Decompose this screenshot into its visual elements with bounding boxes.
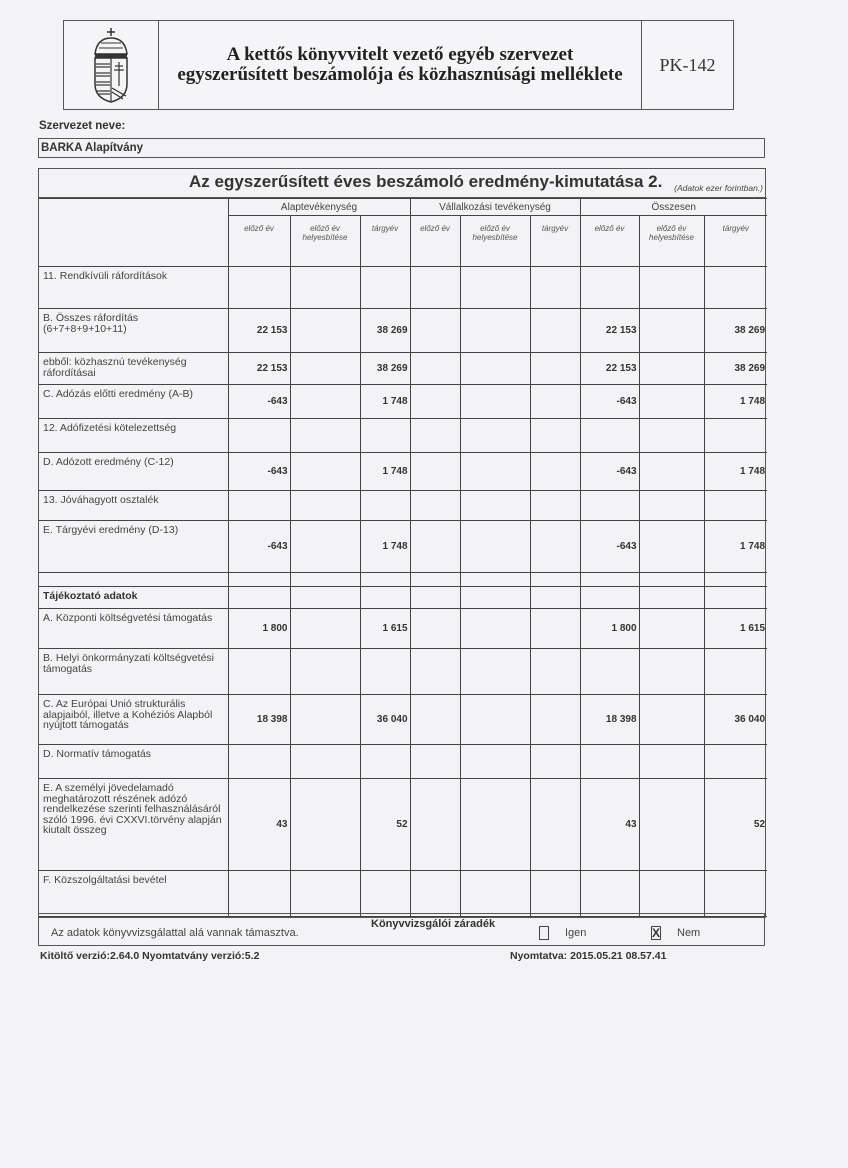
value-cell xyxy=(639,353,704,385)
value-cell: 18 398 xyxy=(580,695,639,745)
value-cell xyxy=(290,609,360,649)
table-row xyxy=(39,779,767,871)
value-cell: 22 153 xyxy=(228,309,290,353)
value-cell xyxy=(580,649,639,695)
value-cell xyxy=(639,695,704,745)
value-cell xyxy=(290,695,360,745)
value-cell xyxy=(290,453,360,491)
spacer-cell xyxy=(580,573,639,587)
row-label: C. Az Európai Unió strukturális alapjaiból, illetve a Kohéziós Alapból nyújtott támogatás xyxy=(39,695,228,745)
value-cell xyxy=(639,491,704,521)
row-label: E. Tárgyévi eredmény (D-13) xyxy=(39,521,228,573)
value-cell xyxy=(639,649,704,695)
value-cell xyxy=(360,649,410,695)
organization-label: Szervezet neve: xyxy=(39,120,126,132)
header-blank-cell xyxy=(39,199,228,267)
empty-cell xyxy=(228,587,290,609)
value-cell xyxy=(460,267,530,309)
version-info: Kitöltő verzió:2.64.0 Nyomtatvány verzió:5.2 xyxy=(40,950,260,962)
value-cell xyxy=(460,779,530,871)
value-cell: 1 615 xyxy=(704,609,767,649)
value-cell: -643 xyxy=(228,385,290,419)
value-cell xyxy=(580,419,639,453)
value-cell: 38 269 xyxy=(360,309,410,353)
row-label: ebből: közhasznú tevékenység ráfordításai xyxy=(39,353,228,385)
value-cell: 38 269 xyxy=(704,309,767,353)
value-cell xyxy=(460,453,530,491)
row-label: 12. Adófizetési kötelezettség xyxy=(39,419,228,453)
value-cell xyxy=(704,419,767,453)
value-cell xyxy=(228,649,290,695)
value-cell xyxy=(460,745,530,779)
value-cell xyxy=(410,309,460,353)
value-cell: 43 xyxy=(228,779,290,871)
value-cell xyxy=(410,353,460,385)
table-row xyxy=(39,385,767,419)
value-cell xyxy=(290,745,360,779)
value-cell xyxy=(530,353,580,385)
value-cell xyxy=(639,521,704,573)
empty-cell xyxy=(530,587,580,609)
value-cell xyxy=(704,491,767,521)
value-cell: 1 800 xyxy=(228,609,290,649)
row-label: C. Adózás előtti eredmény (A-B) xyxy=(39,385,228,419)
audit-clause-box xyxy=(38,913,765,946)
value-cell: 38 269 xyxy=(360,353,410,385)
value-cell: 36 040 xyxy=(704,695,767,745)
spacer-cell xyxy=(639,573,704,587)
value-cell xyxy=(360,491,410,521)
empty-cell xyxy=(360,587,410,609)
value-cell xyxy=(530,491,580,521)
value-cell xyxy=(228,419,290,453)
statement-grid xyxy=(39,198,767,917)
audit-yes-label: Igen xyxy=(565,927,587,939)
value-cell xyxy=(360,871,410,917)
value-cell xyxy=(410,521,460,573)
value-cell xyxy=(639,745,704,779)
value-cell xyxy=(410,609,460,649)
form-header xyxy=(63,20,734,110)
value-cell: 22 153 xyxy=(580,353,639,385)
value-cell xyxy=(410,695,460,745)
value-cell xyxy=(530,521,580,573)
row-label: 11. Rendkívüli ráfordítások xyxy=(39,267,228,309)
value-cell xyxy=(530,609,580,649)
value-cell xyxy=(290,779,360,871)
value-cell xyxy=(228,267,290,309)
row-label: B. Helyi önkormányzati költségvetési támogatás xyxy=(39,649,228,695)
audit-yes-checkbox[interactable] xyxy=(539,926,549,940)
value-cell xyxy=(460,353,530,385)
value-cell xyxy=(530,649,580,695)
value-cell xyxy=(639,871,704,917)
subcolumn-header: tárgyév xyxy=(704,216,767,267)
row-label: D. Normatív támogatás xyxy=(39,745,228,779)
form-code: PK-142 xyxy=(641,21,733,109)
value-cell xyxy=(704,267,767,309)
value-cell: 36 040 xyxy=(360,695,410,745)
spacer-cell xyxy=(460,573,530,587)
value-cell xyxy=(530,779,580,871)
value-cell xyxy=(530,745,580,779)
row-label: F. Közszolgáltatási bevétel xyxy=(39,871,228,917)
value-cell xyxy=(460,609,530,649)
table-row xyxy=(39,267,767,309)
value-cell xyxy=(290,649,360,695)
table-row xyxy=(39,309,767,353)
value-cell xyxy=(410,779,460,871)
table-row xyxy=(39,419,767,453)
value-cell: 1 748 xyxy=(704,521,767,573)
subcolumn-header: tárgyév xyxy=(530,216,580,267)
value-cell: 22 153 xyxy=(228,353,290,385)
info-section-row xyxy=(39,587,767,609)
value-cell xyxy=(360,419,410,453)
value-cell xyxy=(460,491,530,521)
spacer-cell xyxy=(410,573,460,587)
value-cell xyxy=(460,521,530,573)
spacer-cell xyxy=(228,573,290,587)
value-cell: 1 615 xyxy=(360,609,410,649)
value-cell xyxy=(360,745,410,779)
value-cell xyxy=(580,267,639,309)
value-cell xyxy=(460,649,530,695)
value-cell xyxy=(704,871,767,917)
value-cell xyxy=(639,267,704,309)
value-cell: -643 xyxy=(580,453,639,491)
value-cell xyxy=(410,871,460,917)
row-label: 13. Jóváhagyott osztalék xyxy=(39,491,228,521)
row-label: E. A személyi jövedelamadó meghatározott részének adózó rendelkezése szerinti felhasználásáról szóló 1996. évi CXXVI.törvény alapján kiutalt összeg xyxy=(39,779,228,871)
organization-name-field[interactable]: BARKA Alapítvány xyxy=(38,138,765,158)
spacer-cell xyxy=(704,573,767,587)
value-cell xyxy=(228,871,290,917)
value-cell: 43 xyxy=(580,779,639,871)
value-cell xyxy=(639,609,704,649)
spacer-cell xyxy=(530,573,580,587)
spacer-cell xyxy=(290,573,360,587)
value-cell xyxy=(360,267,410,309)
income-statement-table xyxy=(38,168,766,918)
audit-no-label: Nem xyxy=(677,927,701,939)
subcolumn-header: előző év helyesbítése xyxy=(639,216,704,267)
value-cell xyxy=(530,871,580,917)
value-cell xyxy=(639,453,704,491)
value-cell: 1 748 xyxy=(360,521,410,573)
value-cell xyxy=(704,745,767,779)
value-cell xyxy=(639,309,704,353)
empty-cell xyxy=(410,587,460,609)
table-row xyxy=(39,695,767,745)
empty-cell xyxy=(580,587,639,609)
value-cell xyxy=(460,309,530,353)
value-cell xyxy=(460,385,530,419)
value-cell: 1 748 xyxy=(360,385,410,419)
value-cell xyxy=(580,491,639,521)
spacer-cell xyxy=(360,573,410,587)
value-cell xyxy=(460,419,530,453)
value-cell xyxy=(290,385,360,419)
value-cell: 1 800 xyxy=(580,609,639,649)
group-header-alaptevekenyseg: Alaptevékenység xyxy=(228,199,410,216)
value-cell: -643 xyxy=(228,453,290,491)
value-cell xyxy=(580,871,639,917)
spacer-row xyxy=(39,573,767,587)
statement-title: Az egyszerűsített éves beszámoló eredmény-kimutatása 2. xyxy=(189,172,663,191)
value-cell xyxy=(530,419,580,453)
value-cell: 1 748 xyxy=(704,385,767,419)
value-cell: -643 xyxy=(580,385,639,419)
audit-statement: Az adatok könyvvizsgálattal alá vannak támasztva. xyxy=(51,927,299,939)
value-cell: -643 xyxy=(580,521,639,573)
value-cell xyxy=(290,419,360,453)
empty-cell xyxy=(460,587,530,609)
info-section-title: Tájékoztató adatok xyxy=(39,587,228,609)
subcolumn-header: tárgyév xyxy=(360,216,410,267)
empty-cell xyxy=(639,587,704,609)
value-cell xyxy=(530,309,580,353)
value-cell: 52 xyxy=(360,779,410,871)
value-cell xyxy=(228,491,290,521)
subcolumn-header: előző év helyesbítése xyxy=(290,216,360,267)
value-cell: 18 398 xyxy=(228,695,290,745)
value-cell xyxy=(410,745,460,779)
row-label: B. Összes ráfordítás (6+7+8+9+10+11) xyxy=(39,309,228,353)
value-cell xyxy=(580,745,639,779)
value-cell xyxy=(410,649,460,695)
value-cell: 22 153 xyxy=(580,309,639,353)
value-cell: 52 xyxy=(704,779,767,871)
table-row xyxy=(39,649,767,695)
value-cell xyxy=(460,871,530,917)
audit-no-checkbox[interactable]: X xyxy=(652,926,661,940)
value-cell xyxy=(290,491,360,521)
table-row xyxy=(39,521,767,573)
value-cell: -643 xyxy=(228,521,290,573)
value-cell xyxy=(290,267,360,309)
value-cell xyxy=(228,745,290,779)
row-label: D. Adózott eredmény (C-12) xyxy=(39,453,228,491)
value-cell xyxy=(530,385,580,419)
spacer-cell xyxy=(39,573,228,587)
value-cell xyxy=(530,695,580,745)
subcolumn-header: előző év xyxy=(410,216,460,267)
audit-clause-title: Könyvvizsgálói záradék xyxy=(371,918,496,930)
subcolumn-header: előző év xyxy=(580,216,639,267)
table-row xyxy=(39,353,767,385)
table-row xyxy=(39,491,767,521)
form-title xyxy=(158,21,642,109)
value-cell: 1 748 xyxy=(704,453,767,491)
print-timestamp: Nyomtatva: 2015.05.21 08.57.41 xyxy=(510,950,667,962)
value-cell xyxy=(290,521,360,573)
value-cell xyxy=(410,491,460,521)
value-cell: 1 748 xyxy=(360,453,410,491)
subcolumn-header: előző év xyxy=(228,216,290,267)
value-cell xyxy=(639,779,704,871)
table-row xyxy=(39,871,767,917)
form-title-line-2: egyszerűsített beszámolója és közhasznúsági melléklete xyxy=(177,64,623,85)
row-label: A. Központi költségvetési támogatás xyxy=(39,609,228,649)
empty-cell xyxy=(704,587,767,609)
subcolumn-header: előző év helyesbítése xyxy=(460,216,530,267)
value-cell xyxy=(290,353,360,385)
unit-note: (Adatok ezer forintban.) xyxy=(674,183,763,193)
coat-of-arms-icon xyxy=(64,21,159,109)
empty-cell xyxy=(290,587,360,609)
value-cell xyxy=(460,695,530,745)
value-cell xyxy=(410,419,460,453)
value-cell xyxy=(530,267,580,309)
table-row xyxy=(39,453,767,491)
value-cell xyxy=(704,649,767,695)
group-header-osszesen: Összesen xyxy=(580,199,767,216)
value-cell xyxy=(290,309,360,353)
form-title-line-1: A kettős könyvvitelt vezető egyéb szervezet xyxy=(226,44,574,65)
table-row xyxy=(39,609,767,649)
table-row xyxy=(39,745,767,779)
group-header-vallalkozasi: Vállalkozási tevékenység xyxy=(410,199,580,216)
value-cell xyxy=(530,453,580,491)
value-cell xyxy=(410,453,460,491)
value-cell xyxy=(410,385,460,419)
value-cell xyxy=(290,871,360,917)
value-cell xyxy=(639,385,704,419)
value-cell: 38 269 xyxy=(704,353,767,385)
statement-title-bar xyxy=(39,169,765,198)
value-cell xyxy=(410,267,460,309)
value-cell xyxy=(639,419,704,453)
